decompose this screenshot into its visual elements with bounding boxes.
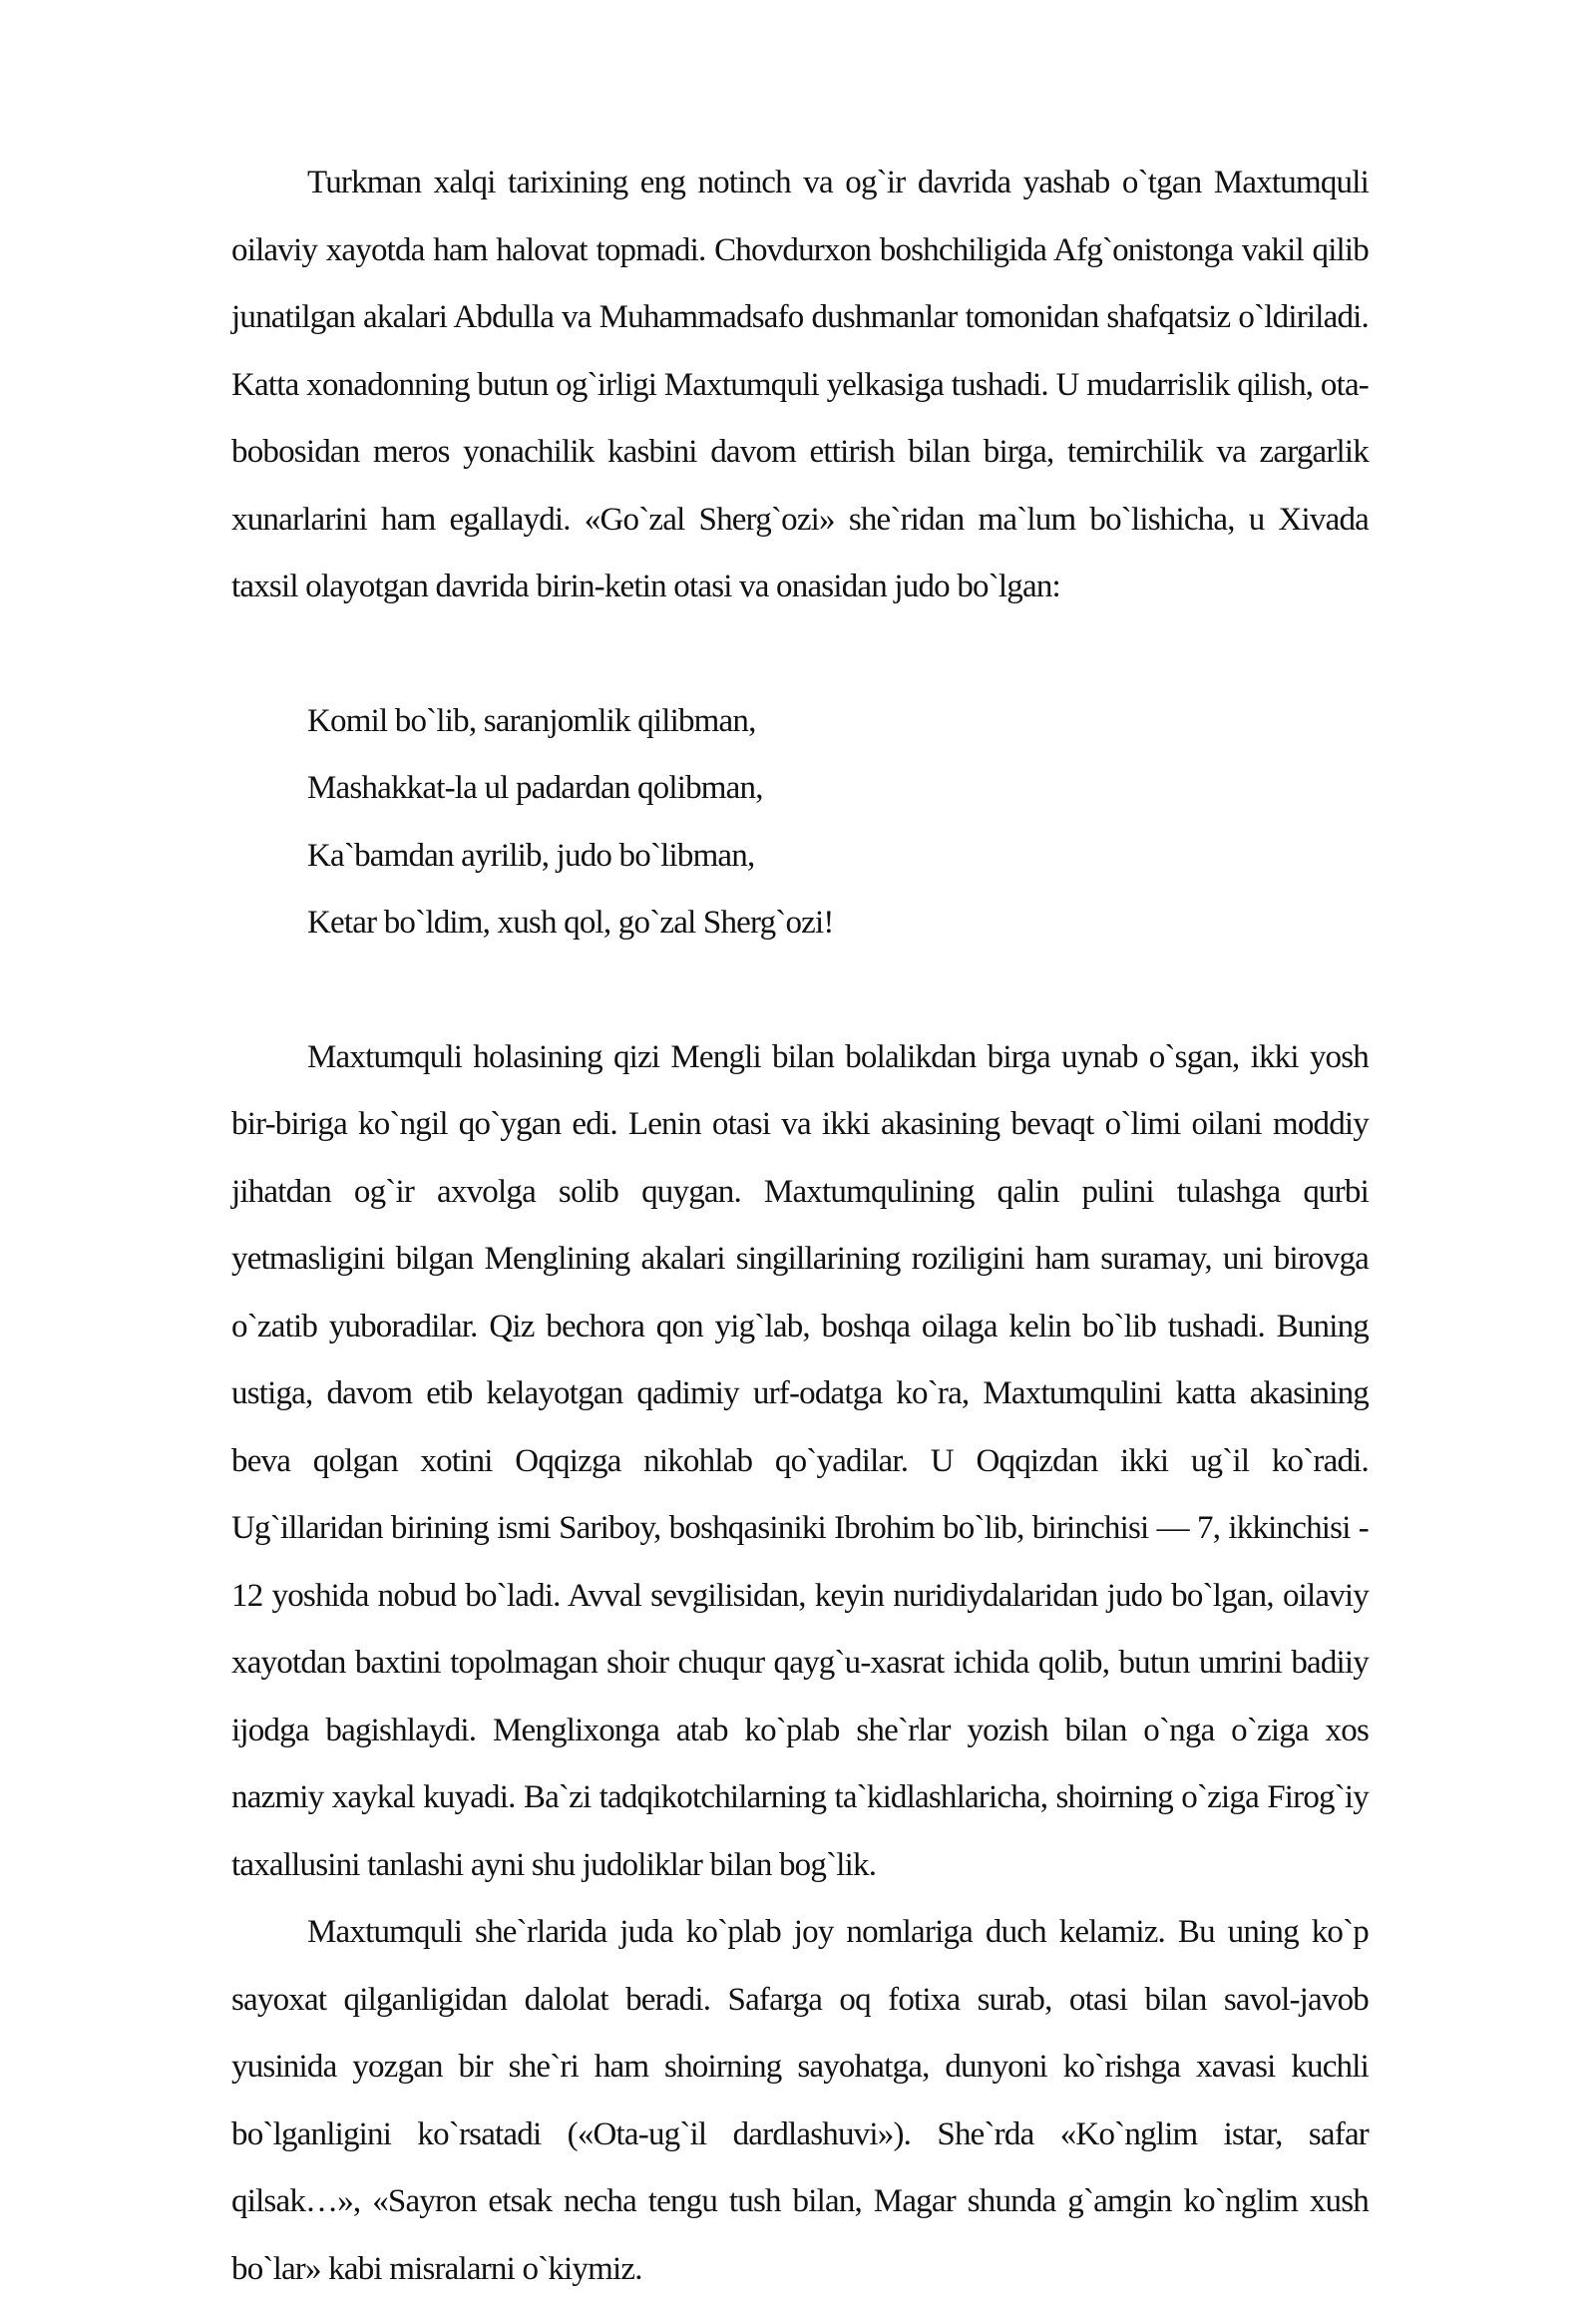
paragraph-travels: Maxtumquli she`rlarida juda ko`plab joy nomlariga duch kelamiz. Bu uning ko`p sayoxat qilganligidan dalolat beradi. Safarga oq fotixa surab, otasi bilan savol-javob yusinida yozgan bir she`ri ham shoirning sayohatga, dunyoni ko`rishga xavasi kuchli bo`lganligini ko`rsatadi («Ota-ug`il dardlashuvi»). She`rda «Ko`nglim istar, safar qilsak…», «Sayron etsak necha tengu tush bilan, Magar shunda g`amgin ko`nglim xush bo`lar» kabi misralarni o`kiymiz. [231,1914,1369,2287]
document-page [231,150,1369,2303]
poem-line: Ka`bamdan ayrilib, judo bo`libman, [307,837,755,874]
poem-line: Komil bo`lib, saranjomlik qilibman, [307,702,756,739]
paragraph-intro: Turkman xalqi tarixining eng notinch va og`ir davrida yashab o`tgan Maxtumquli oilaviy xayotda ham halovat topmadi. Chovdurxon boshchiligida Afg`onistonga vakil qilib junatilgan akalari Abdulla va Muhammadsafo dushmanlar tomonidan shafqatsiz o`ldiriladi. Katta xonadonning butun og`irligi Maxtumquli yelkasiga tushadi. U mudarrislik qilish, ota-bobosidan meros yonachilik kasbini davom ettirish bilan birga, temirchilik va zargarlik xunarlarini ham egallaydi. «Go`zal Sherg`ozi» she`ridan ma`lum bo`lishicha, u Xivada taxsil olayotgan davrida birin-ketin otasi va onasidan judo bo`lgan: [231,165,1369,604]
poem-quote [307,688,1369,958]
poem-line: Mashakkat-la ul padardan qolibman, [307,770,763,806]
poem-line: Ketar bo`ldim, xush qol, go`zal Sherg`ozi! [307,905,834,941]
paragraph-family: Maxtumquli holasining qizi Mengli bilan bolalikdan birga uynab o`sgan, ikki yosh bir-biriga ko`ngil qo`ygan edi. Lenin otasi va ikki akasining bevaqt o`limi oilani moddiy jihatdan og`ir axvolga solib quygan. Maxtumqulining qalin pulini tulashga qurbi yetmasligini bilgan Menglining akalari singillarining roziligini ham suramay, uni birovga o`zatib yuboradilar. Qiz bechora qon yig`lab, boshqa oilaga kelin bo`lib tushadi. Buning ustiga, davom etib kelayotgan qadimiy urf-odatga ko`ra, Maxtumqulini katta akasining beva qolgan xotini Oqqizga nikohlab qo`yadilar. U Oqqizdan ikki ug`il ko`radi. Ug`illaridan birining ismi Sariboy, boshqasiniki Ibrohim bo`lib, birinchisi — 7, ikkinchisi - 12 yoshida nobud bo`ladi. Avval sevgilisidan, keyin nuridiydalaridan judo bo`lgan, oilaviy xayotdan baxtini topolmagan shoir chuqur qayg`u-xasrat ichida qolib, butun umrini badiiy ijodga bagishlaydi. Menglixonga atab ko`plab she`rlar yozish bilan o`nga o`ziga xos nazmiy xaykal kuyadi. Ba`zi tadqikotchilarning ta`kidlashlaricha, shoirning o`ziga Firog`iy taxallusini tanlashi ayni shu judoliklar bilan bog`lik. [231,1038,1369,1883]
